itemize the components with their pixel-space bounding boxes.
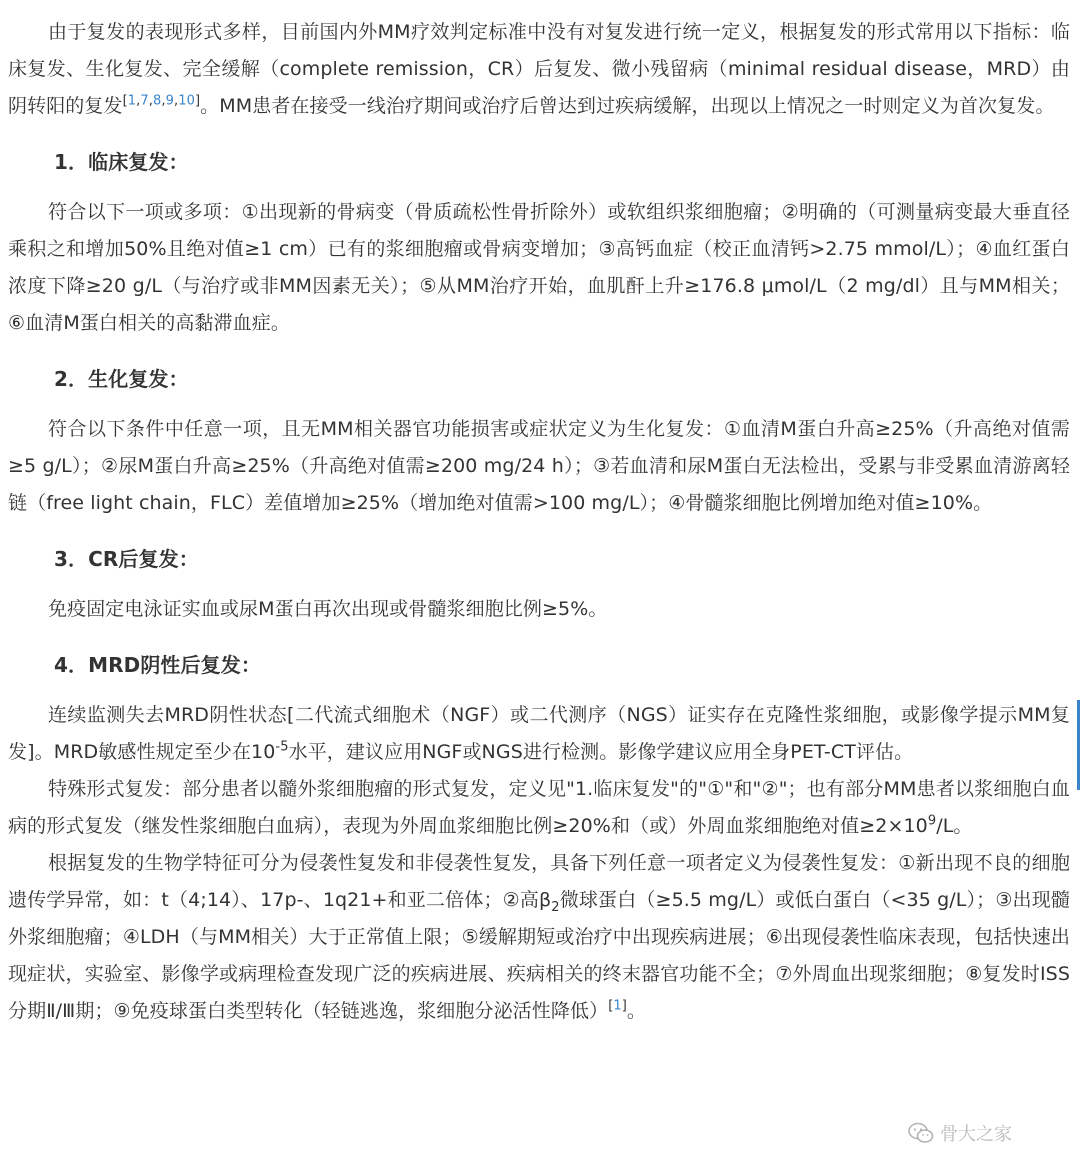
subscript: 2 [551, 899, 560, 915]
section-text-cr: 免疫固定电泳证实血或尿M蛋白再次出现或骨髓浆细胞比例≥5%。 [48, 598, 608, 620]
intro-paragraph [8, 14, 1070, 125]
intro-text-continued: 。MM患者在接受一线治疗期间或治疗后曾达到过疾病缓解，出现以上情况之一时则定义为首次复发。 [200, 95, 1055, 117]
section-heading-mrd: 4．MRD阴性后复发： [54, 653, 261, 677]
watermark [908, 1120, 1012, 1146]
aggressive-relapse-paragraph [8, 845, 1070, 1030]
aggressive-text-continued: 微球蛋白（≥5.5 mg/L）或低白蛋白（<35 g/L）；③出现髓外浆细胞瘤；④LDH（与MM相关）大于正常值上限；⑤缓解期短或治疗中出现疾病进展；⑥出现侵袭性临床表现，包括快速出现症状，实验室、影像学或病理检查发现广泛的疾病进展、疾病相关的终末器官功能不全；⑦外周血出现浆细胞；⑧复发时ISS分期Ⅱ/Ⅲ期；⑨免疫球蛋白类型转化（轻链逃逸，浆细胞分泌活性降低） [8, 889, 1070, 1022]
citation-bracket: ] [621, 998, 627, 1014]
citation-separator: , [173, 93, 179, 109]
intro-text: 由于复发的表现形式多样，目前国内外MM疗效判定标准中没有对复发进行统一定义，根据复发的形式常用以下指标：临床复发、生化复发、完全缓解（complete remission，CR）后复发、微小残留病（minimal residual disease，MRD）由阴转阳的复发 [8, 21, 1070, 117]
citation-separator: , [136, 93, 141, 109]
watermark-text: 骨大之家 [940, 1124, 1012, 1145]
citation-separator: , [161, 93, 166, 109]
aggressive-text: 根据复发的生物学特征可分为侵袭性复发和非侵袭性复发，具备下列任意一项者定义为侵袭性复发：①新出现不良的细胞遗传学异常，如：t（4;14）、17p-、1q21+和亚二倍体；②高β [8, 852, 1070, 911]
section-heading-clinical: 1．临床复发： [54, 150, 189, 174]
section-text-mrd [8, 697, 1070, 771]
citation-link-1[interactable]: 1 [127, 93, 137, 109]
citation-link-9[interactable]: 9 [165, 93, 174, 109]
citation-link-8[interactable]: 8 [153, 93, 162, 109]
citation-link-1[interactable]: 1 [613, 998, 622, 1014]
section-heading-cr: 3．CR后复发： [54, 547, 199, 571]
section-text-clinical: 符合以下一项或多项：①出现新的骨病变（骨质疏松性骨折除外）或软组织浆细胞瘤；②明确的（可测量病变最大垂直径乘积之和增加50%且绝对值≥1 cm）已有的浆细胞瘤或骨病变增加；③高钙血症（校正血清钙>2.75 mmol/L）；④血红蛋白浓度下降≥20 g/L（与治疗或非MM因素无关）；⑤从MM治疗开始，血肌酐上升≥176.8 μmol/L（2 mg/dl）且与MM相关；⑥血清M蛋白相关的高黏滞血症。 [8, 201, 1070, 334]
citation-bracket: [ [122, 93, 128, 109]
citation-link-7[interactable]: 7 [140, 93, 149, 109]
exponent: -5 [275, 739, 289, 755]
citation-link-10[interactable]: 10 [178, 93, 195, 109]
citation-bracket: ] [194, 93, 201, 109]
mrd-text: 连续监测失去MRD阴性状态[二代流式细胞术（NGF）或二代测序（NGS）证实存在克隆性浆细胞，或影像学提示MM复发]。MRD敏感性规定至少在10 [8, 704, 1070, 763]
special-text-continued: /L。 [936, 815, 973, 837]
special-relapse-paragraph [8, 771, 1070, 845]
section-heading-biochemical: 2．生化复发： [54, 367, 189, 391]
article-body [8, 14, 1070, 1030]
aggressive-text-end: 。 [626, 1000, 647, 1022]
citation-bracket: [ [608, 998, 614, 1014]
citation-separator: , [148, 93, 153, 109]
mrd-text-continued: 水平，建议应用NGF或NGS进行检测。影像学建议应用全身PET-CT评估。 [288, 741, 914, 763]
section-text-biochemical: 符合以下条件中任意一项，且无MM相关器官功能损害或症状定义为生化复发：①血清M蛋白升高≥25%（升高绝对值需≥5 g/L）；②尿M蛋白升高≥25%（升高绝对值需≥200 mg/24 h）；③若血清和尿M蛋白无法检出，受累与非受累血清游离轻链（free light chain，FLC）差值增加≥25%（增加绝对值需>100 mg/L）；④骨髓浆细胞比例增加绝对值≥10%。 [8, 418, 1070, 514]
wechat-icon [908, 1122, 934, 1144]
special-text: 特殊形式复发：部分患者以髓外浆细胞瘤的形式复发，定义见"1.临床复发"的"①"和"②"；也有部分MM患者以浆细胞白血病的形式复发（继发性浆细胞白血病），表现为外周血浆细胞比例≥20%和（或）外周血浆细胞绝对值≥2×10 [8, 778, 1070, 837]
exponent: 9 [927, 813, 937, 829]
